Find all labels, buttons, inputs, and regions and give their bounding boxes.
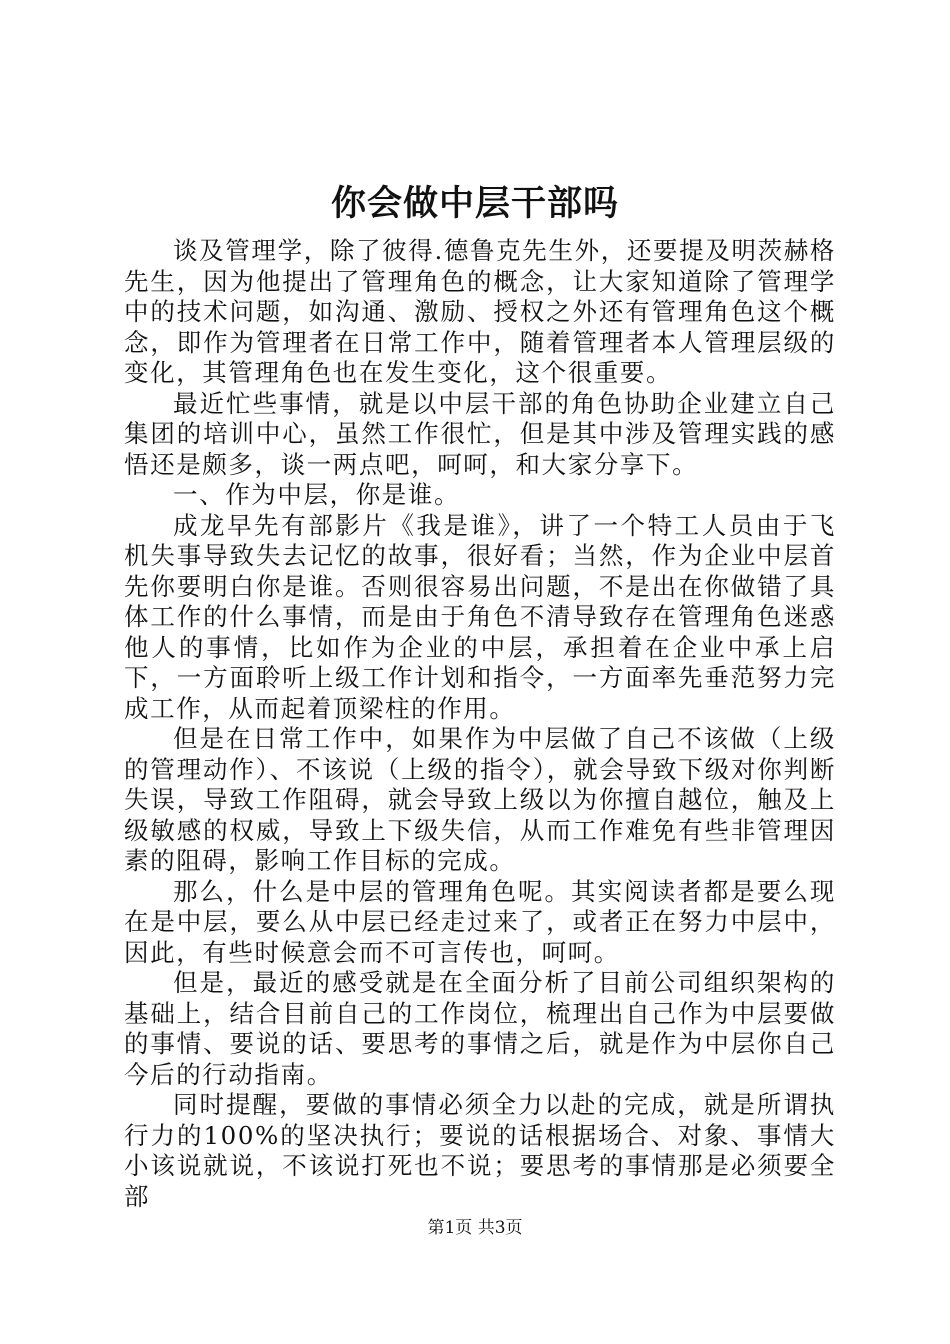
paragraph: 谈及管理学，除了彼得.德鲁克先生外，还要提及明茨赫格先生，因为他提出了管理角色的概念，让大家知道除了管理学中的技术问题，如沟通、激励、授权之外还有管理角色这个概念，即作为管理者在日常工作中，随着管理者本人管理层级的变化，其管理角色也在发生变化，这个很重要。	[124, 236, 836, 387]
paragraph: 但是，最近的感受就是在全面分析了目前公司组织架构的基础上，结合目前自己的工作岗位，梳理出自己作为中层要做的事情、要说的话、要思考的事情之后，就是作为中层你自己今后的行动指南。	[124, 968, 836, 1089]
paragraph: 同时提醒，要做的事情必须全力以赴的完成，就是所谓执行力的100%的坚决执行；要说的话根据场合、对象、事情大小该说就说，不该说打死也不说；要思考的事情那是必须要全部	[124, 1090, 836, 1211]
paragraph: 但是在日常工作中，如果作为中层做了自己不该做（上级的管理动作）、不该说（上级的指令），就会导致下级对你判断失误，导致工作阻碍，就会导致上级以为你擅自越位，触及上级敏感的权威，导致上下级失信，从而工作难免有些非管理因素的阻碍，影响工作目标的完成。	[124, 724, 836, 875]
document-title: 你会做中层干部吗	[330, 183, 619, 224]
page-footer: 第1页 共3页	[427, 1218, 523, 1238]
paragraph: 那么，什么是中层的管理角色呢。其实阅读者都是要么现在是中层，要么从中层已经走过来了，或者正在努力中层中，因此，有些时候意会而不可言传也，呵呵。	[124, 876, 836, 967]
section-heading: 一、作为中层，你是谁。	[173, 480, 461, 509]
document-body	[124, 236, 836, 1212]
paragraph: 成龙早先有部影片《我是谁》，讲了一个特工人员由于飞机失事导致失去记忆的故事，很好看；当然，作为企业中层首先你要明白你是谁。否则很容易出问题，不是出在你做错了具体工作的什么事情，而是由于角色不清导致存在管理角色迷惑他人的事情，比如作为企业的中层，承担着在企业中承上启下，一方面聆听上级工作计划和指令，一方面率先垂范努力完成工作，从而起着顶梁柱的作用。	[124, 510, 836, 723]
paragraph: 最近忙些事情，就是以中层干部的角色协助企业建立自己集团的培训中心，虽然工作很忙，但是其中涉及管理实践的感悟还是颇多，谈一两点吧，呵呵，和大家分享下。	[124, 388, 836, 479]
